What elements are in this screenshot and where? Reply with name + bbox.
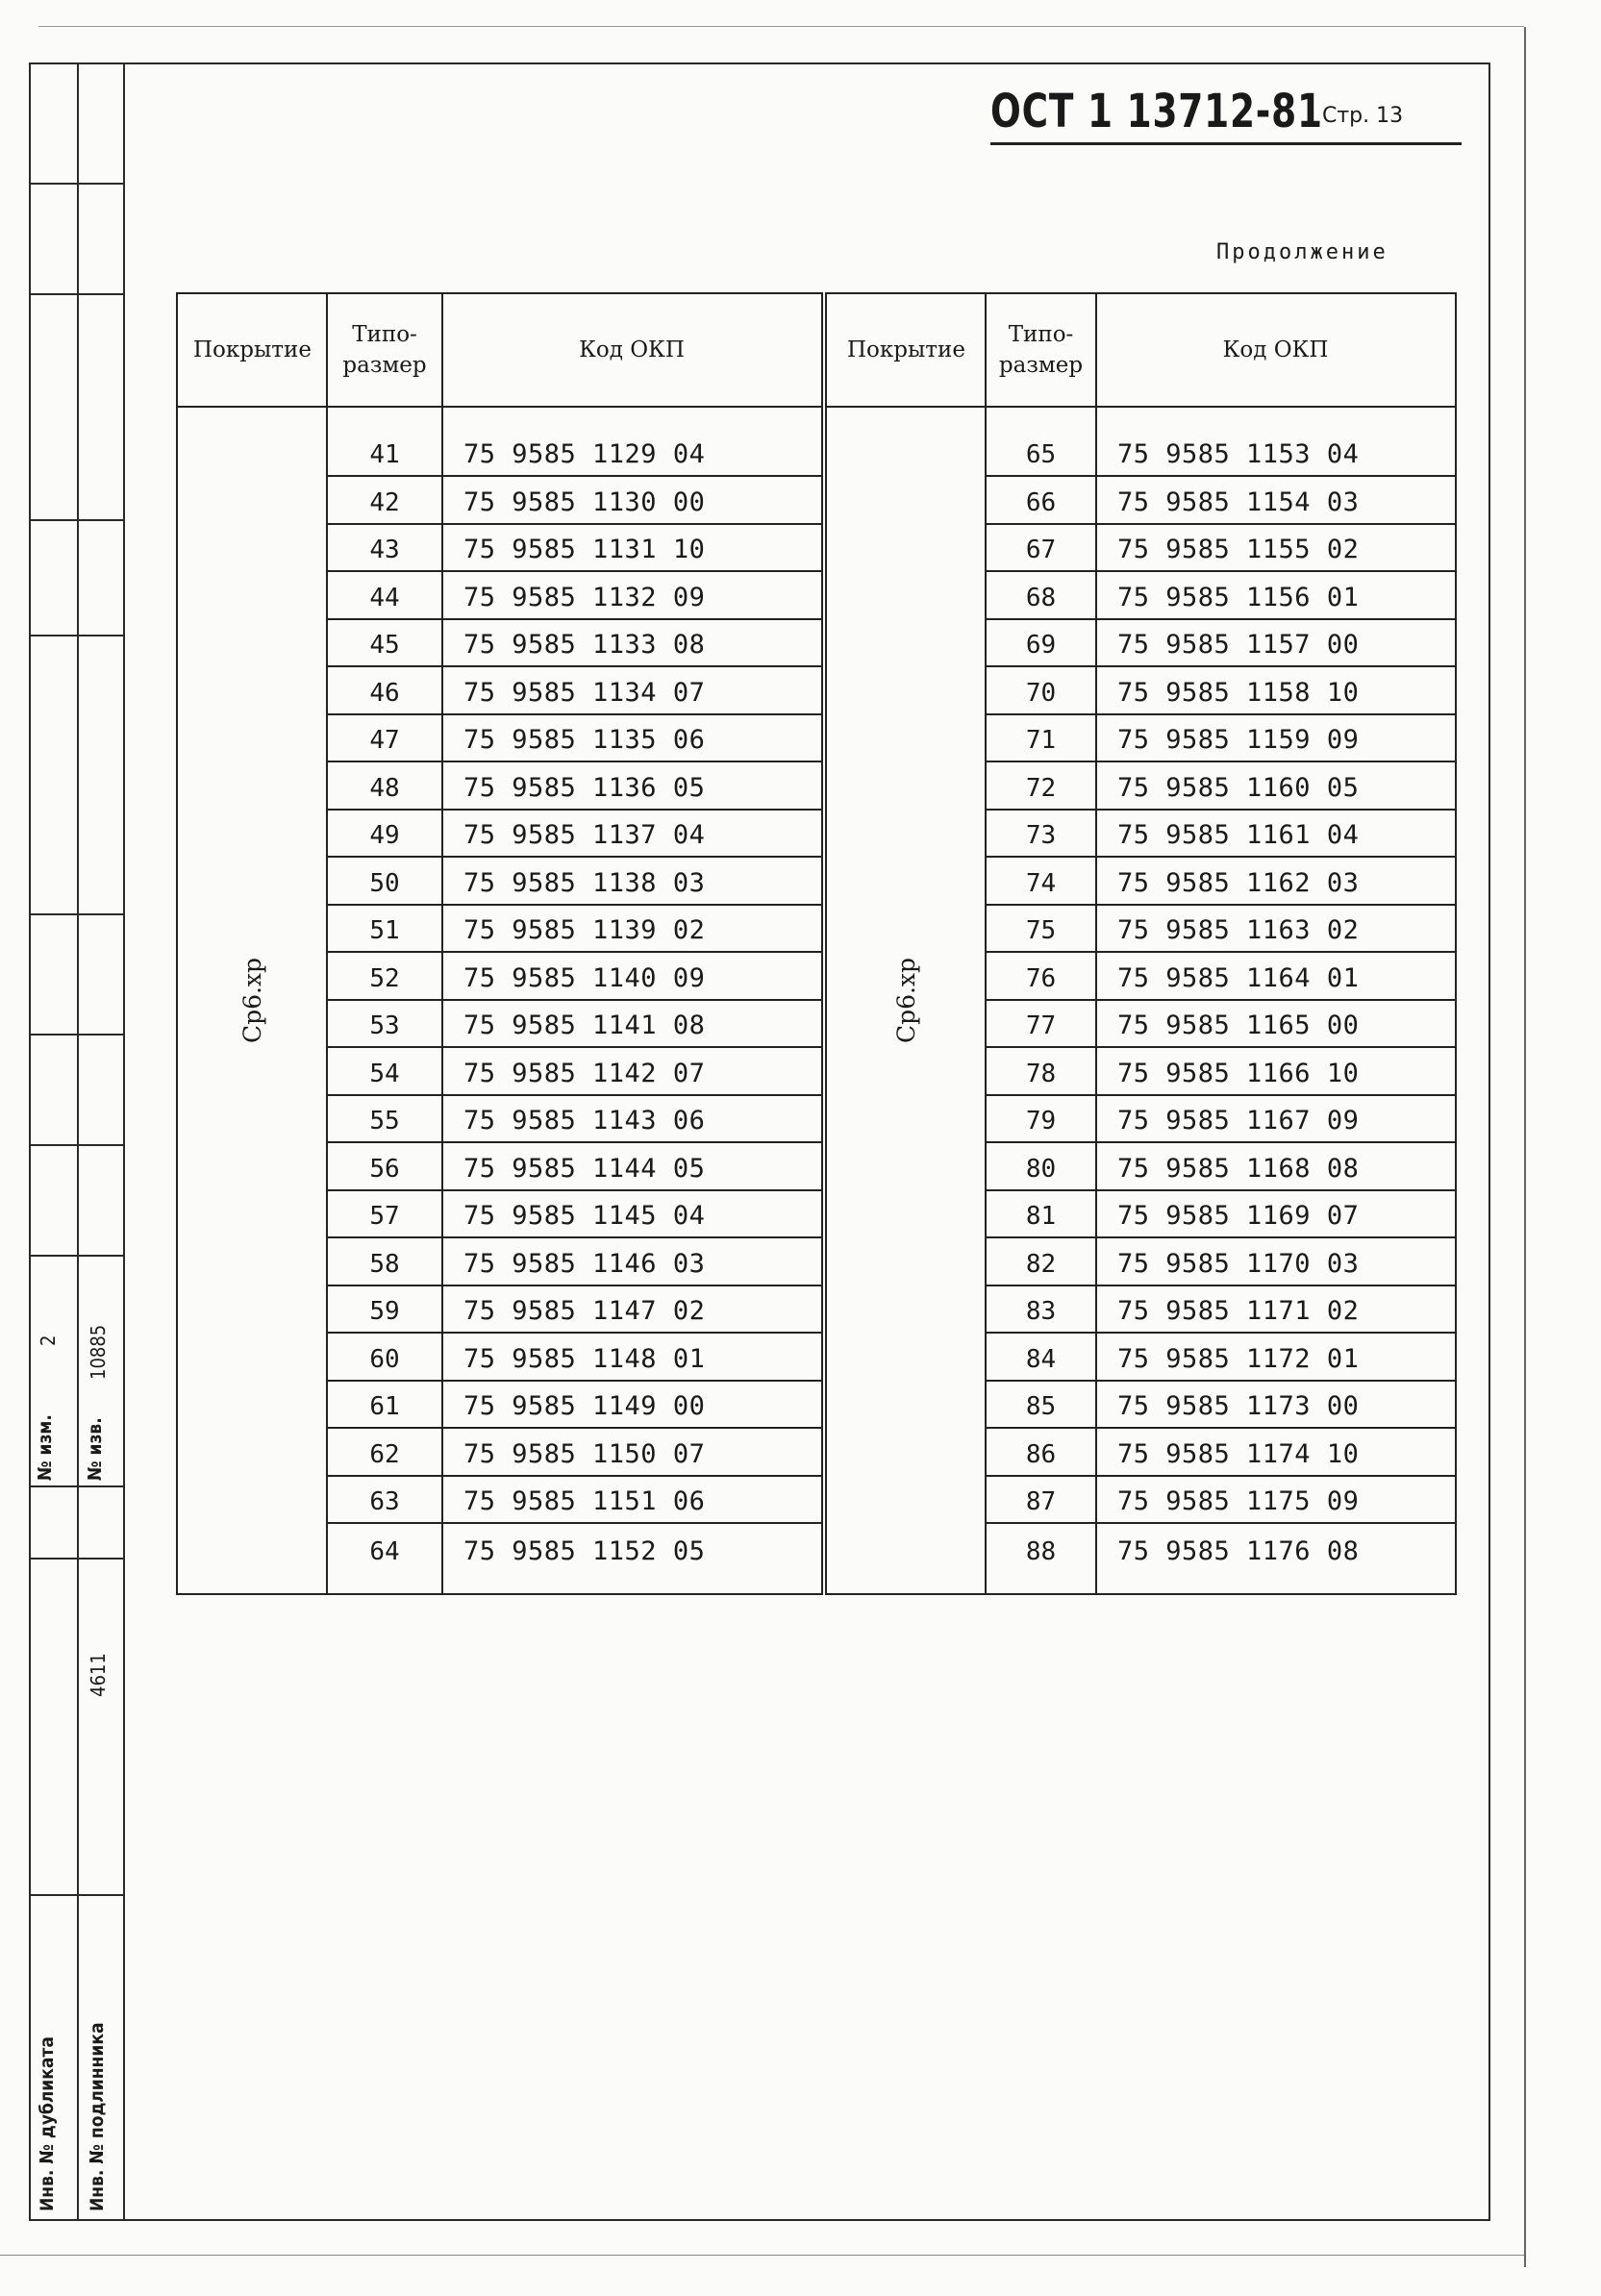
table-row	[327, 1429, 821, 1477]
code-cell: 75 9585 1167 09	[1117, 1106, 1360, 1136]
size-cell: 85	[1025, 1392, 1057, 1421]
code-cell: 75 9585 1153 04	[1117, 439, 1360, 469]
size-cell: 55	[369, 1107, 400, 1136]
header-size	[986, 294, 1096, 406]
strip-rule	[29, 183, 125, 185]
code-cell: 75 9585 1132 09	[463, 582, 706, 612]
table-row	[327, 620, 821, 668]
code-cell: 75 9585 1170 03	[1117, 1248, 1360, 1279]
code-cell: 75 9585 1147 02	[463, 1296, 706, 1326]
size-cell: 58	[369, 1249, 400, 1279]
size-cell: 73	[1025, 821, 1057, 850]
size-cell: 60	[369, 1344, 400, 1374]
table-row	[327, 1191, 821, 1239]
code-cell: 75 9585 1176 08	[1117, 1535, 1360, 1566]
table-row	[327, 477, 821, 525]
code-cell: 75 9585 1161 04	[1117, 820, 1360, 850]
code-cell: 75 9585 1155 02	[1117, 535, 1360, 564]
size-cell: 78	[1025, 1059, 1057, 1088]
size-cell: 43	[369, 536, 400, 564]
header-code: Код ОКП	[1222, 337, 1329, 362]
okp-code-table	[176, 292, 1457, 1595]
code-cell: 75 9585 1164 01	[1117, 962, 1360, 993]
table-row	[986, 811, 1455, 859]
table-row	[986, 762, 1455, 811]
table-header-row	[827, 294, 1455, 408]
size-cell: 67	[1025, 536, 1057, 564]
table-row	[986, 1524, 1455, 1572]
code-cell: 75 9585 1163 02	[1117, 915, 1360, 945]
table-row	[327, 762, 821, 811]
strip-rule	[29, 519, 125, 521]
size-cell: 77	[1025, 1011, 1057, 1040]
code-cell: 75 9585 1134 07	[463, 677, 706, 708]
code-cell: 75 9585 1158 10	[1117, 677, 1360, 708]
table-row	[327, 811, 821, 859]
table-row	[986, 1143, 1455, 1191]
table-row	[327, 1334, 821, 1382]
code-cell: 75 9585 1141 08	[463, 1011, 706, 1040]
code-cell: 75 9585 1149 00	[463, 1391, 706, 1421]
code-cell: 75 9585 1148 01	[463, 1343, 706, 1374]
header-coating: Покрытие	[193, 337, 312, 362]
change-no-label: № изм.	[35, 1414, 56, 1481]
table-row	[327, 1001, 821, 1049]
size-cell: 66	[1025, 487, 1057, 517]
code-cell: 75 9585 1156 01	[1117, 582, 1360, 612]
strip-rule	[29, 1485, 125, 1487]
document-number: ОСТ 1 13712-81	[990, 85, 1323, 138]
size-cell: 82	[1025, 1249, 1057, 1279]
size-cell: 51	[369, 916, 400, 945]
size-cell: 52	[369, 963, 400, 993]
table-row	[986, 1191, 1455, 1239]
header-size-line2: размер	[998, 353, 1084, 378]
table-row	[327, 715, 821, 763]
table-row	[986, 525, 1455, 573]
size-cell: 50	[369, 868, 400, 898]
size-cell: 84	[1025, 1344, 1057, 1374]
header-rule	[990, 142, 1462, 145]
code-cell: 75 9585 1166 10	[1117, 1058, 1360, 1088]
size-cell: 57	[369, 1202, 400, 1231]
code-cell: 75 9585 1168 08	[1117, 1153, 1360, 1184]
size-cell: 53	[369, 1011, 400, 1040]
document-header	[990, 85, 1462, 144]
table-row	[986, 953, 1455, 1001]
original-inv-value: 4611	[87, 1653, 110, 1697]
size-cell: 49	[369, 821, 400, 850]
strip-rule	[29, 913, 125, 915]
code-cell: 75 9585 1154 03	[1117, 487, 1360, 517]
table-row	[986, 1286, 1455, 1335]
table-row	[986, 1096, 1455, 1144]
size-cell: 76	[1025, 963, 1057, 993]
code-cell: 75 9585 1159 09	[1117, 725, 1360, 755]
size-cell: 56	[369, 1154, 400, 1184]
code-cell: 75 9585 1136 05	[463, 772, 706, 803]
size-cell: 79	[1025, 1107, 1057, 1136]
size-cell: 44	[369, 583, 400, 612]
size-cell: 63	[369, 1487, 400, 1516]
table-row	[986, 1048, 1455, 1096]
coating-value: Ср6.хр	[238, 957, 266, 1044]
size-cell: 81	[1025, 1202, 1057, 1231]
code-cell: 75 9585 1135 06	[463, 725, 706, 755]
notice-no-label: № изв.	[85, 1417, 106, 1481]
table-row	[327, 572, 821, 620]
code-cell: 75 9585 1162 03	[1117, 867, 1360, 898]
table-row	[986, 1334, 1455, 1382]
table-row	[327, 858, 821, 906]
code-cell: 75 9585 1174 10	[1117, 1438, 1360, 1469]
size-cell: 68	[1025, 583, 1057, 612]
table-row	[986, 906, 1455, 954]
code-cell: 75 9585 1172 01	[1117, 1343, 1360, 1374]
strip-rule	[29, 1255, 125, 1257]
strip-divider	[123, 62, 125, 2221]
page-number: Стр. 13	[1322, 104, 1404, 128]
code-cell: 75 9585 1165 00	[1117, 1011, 1360, 1040]
table-row	[327, 953, 821, 1001]
table-row	[327, 1238, 821, 1286]
table-row	[986, 1238, 1455, 1286]
size-cell: 83	[1025, 1297, 1057, 1326]
table-row	[986, 1477, 1455, 1525]
sheet-edge-top	[38, 26, 1524, 27]
code-cell: 75 9585 1143 06	[463, 1106, 706, 1136]
table-row	[327, 1382, 821, 1430]
table-row	[986, 477, 1455, 525]
original-inv-label: Инв. № подлинника	[87, 2022, 108, 2211]
size-cell: 42	[369, 487, 400, 517]
size-cell: 71	[1025, 726, 1057, 755]
size-cell: 74	[1025, 868, 1057, 898]
size-cell: 72	[1025, 773, 1057, 803]
table-row	[986, 572, 1455, 620]
header-size-line1: Типо-	[352, 322, 417, 347]
code-cell: 75 9585 1157 00	[1117, 630, 1360, 660]
table-right-half	[827, 294, 1455, 1593]
code-cell: 75 9585 1131 10	[463, 535, 706, 564]
strip-rule	[29, 1034, 125, 1036]
table-row	[327, 1048, 821, 1096]
code-cell: 75 9585 1137 04	[463, 820, 706, 850]
table-row	[327, 906, 821, 954]
code-cell: 75 9585 1139 02	[463, 915, 706, 945]
code-cell: 75 9585 1173 00	[1117, 1391, 1360, 1421]
table-row	[986, 408, 1455, 477]
table-row	[986, 858, 1455, 906]
size-cell: 88	[1025, 1536, 1057, 1566]
code-cell: 75 9585 1146 03	[463, 1248, 706, 1279]
size-cell: 48	[369, 773, 400, 803]
coating-value: Ср6.хр	[892, 957, 920, 1044]
strip-rule	[29, 1894, 125, 1896]
size-cell: 46	[369, 678, 400, 708]
table-row	[986, 1382, 1455, 1430]
code-cell: 75 9585 1129 04	[463, 439, 706, 469]
table-left-half	[178, 294, 821, 1593]
size-cell: 62	[369, 1439, 400, 1469]
coating-cell	[827, 408, 986, 1593]
size-cell: 69	[1025, 631, 1057, 660]
code-cell: 75 9585 1150 07	[463, 1438, 706, 1469]
size-cell: 61	[369, 1392, 400, 1421]
change-no-value: 2	[37, 1335, 60, 1346]
table-row	[986, 620, 1455, 668]
size-cell: 86	[1025, 1439, 1057, 1469]
sheet-edge-bottom	[0, 2255, 1524, 2256]
strip-rule	[29, 293, 125, 295]
table-header-row	[178, 294, 821, 408]
notice-no-value: 10885	[87, 1324, 110, 1380]
table-row	[327, 1286, 821, 1335]
code-cell: 75 9585 1169 07	[1117, 1201, 1360, 1231]
header-coating: Покрытие	[847, 337, 965, 362]
code-cell: 75 9585 1151 06	[463, 1486, 706, 1516]
table-row	[327, 408, 821, 477]
size-cell: 65	[1025, 440, 1057, 469]
header-size-line1: Типо-	[1008, 322, 1074, 347]
continuation-label: Продолжение	[1216, 240, 1388, 264]
code-cell: 75 9585 1130 00	[463, 487, 706, 517]
size-cell: 47	[369, 726, 400, 755]
table-row	[327, 1477, 821, 1525]
header-size-line2: размер	[342, 353, 427, 378]
size-cell: 64	[369, 1536, 400, 1566]
table-row	[327, 1524, 821, 1572]
strip-rule	[29, 1144, 125, 1146]
size-cell: 45	[369, 631, 400, 660]
table-row	[327, 1143, 821, 1191]
duplicate-inv-label: Инв. № дубликата	[37, 2036, 58, 2211]
table-row	[327, 525, 821, 573]
size-cell: 54	[369, 1059, 400, 1088]
table-row	[986, 667, 1455, 715]
code-cell: 75 9585 1160 05	[1117, 772, 1360, 803]
code-cell: 75 9585 1152 05	[463, 1535, 706, 1566]
code-cell: 75 9585 1145 04	[463, 1201, 706, 1231]
size-cell: 75	[1025, 916, 1057, 945]
strip-divider	[77, 62, 79, 2221]
size-cell: 80	[1025, 1154, 1057, 1184]
coating-cell	[178, 408, 327, 1593]
table-row	[986, 715, 1455, 763]
header-size	[327, 294, 442, 406]
code-cell: 75 9585 1142 07	[463, 1058, 706, 1088]
code-cell: 75 9585 1144 05	[463, 1153, 706, 1184]
table-row	[327, 667, 821, 715]
code-cell: 75 9585 1175 09	[1117, 1486, 1360, 1516]
header-code: Код ОКП	[579, 337, 685, 362]
margin-stamp	[29, 62, 125, 2221]
size-cell: 41	[369, 440, 400, 469]
code-cell: 75 9585 1133 08	[463, 630, 706, 660]
size-cell: 70	[1025, 678, 1057, 708]
table-row	[986, 1429, 1455, 1477]
sheet-edge-right	[1524, 27, 1526, 2267]
table-row	[327, 1096, 821, 1144]
table-row	[986, 1001, 1455, 1049]
size-cell: 87	[1025, 1487, 1057, 1516]
code-cell: 75 9585 1140 09	[463, 962, 706, 993]
size-cell: 59	[369, 1297, 400, 1326]
strip-rule	[29, 1558, 125, 1560]
code-cell: 75 9585 1138 03	[463, 867, 706, 898]
code-cell: 75 9585 1171 02	[1117, 1296, 1360, 1326]
strip-rule	[29, 635, 125, 636]
